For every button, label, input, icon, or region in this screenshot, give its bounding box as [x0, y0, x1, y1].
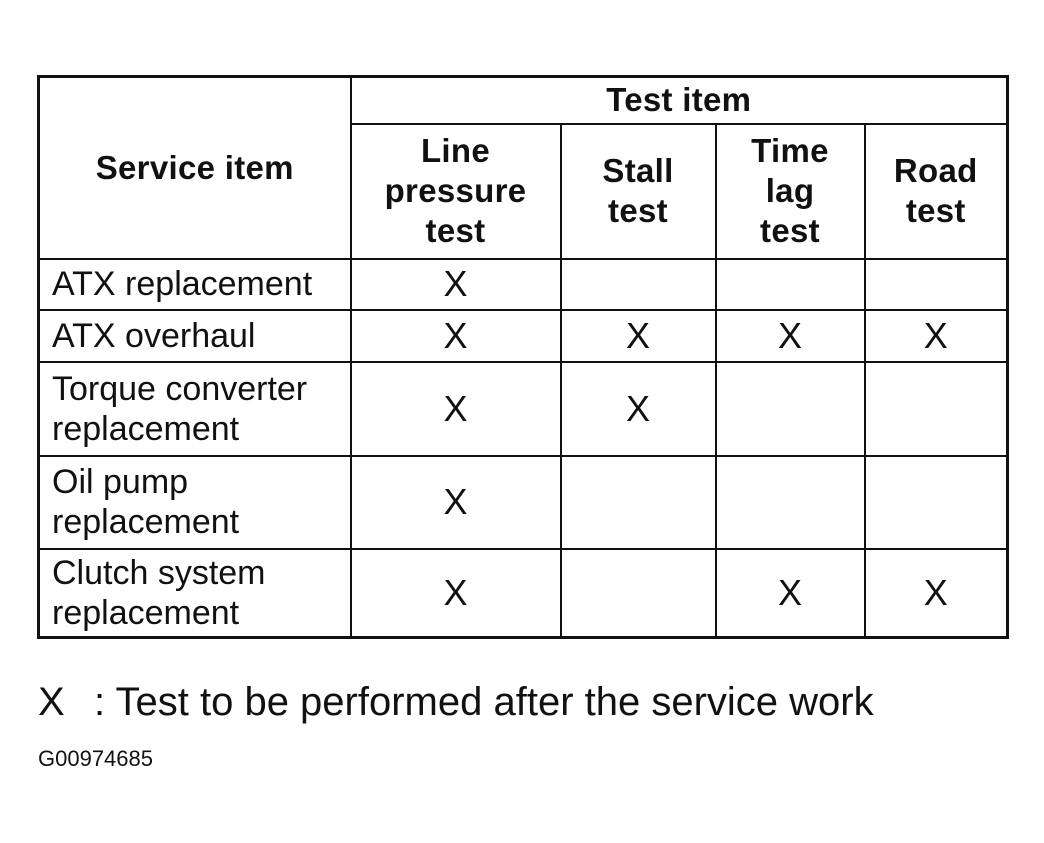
check-mark-cell: X [865, 310, 1008, 362]
check-mark-cell: X [716, 310, 865, 362]
legend-text: : Test to be performed after the service work [94, 680, 874, 724]
check-mark-cell [865, 362, 1008, 456]
test-item-header [351, 77, 1008, 124]
column-header-road-test: Road test [865, 124, 1008, 259]
check-mark-cell: X [351, 456, 561, 549]
check-mark-cell [865, 259, 1008, 310]
row-label: Torque converter replacement [39, 362, 351, 456]
row-label: ATX overhaul [39, 310, 351, 362]
legend-symbol: X [38, 680, 65, 724]
table-row [39, 549, 1008, 638]
table-row [39, 362, 1008, 456]
check-mark-cell [716, 259, 865, 310]
column-header-time-lag-test: Time lag test [716, 124, 865, 259]
row-label: Clutch system replacement [39, 549, 351, 638]
check-mark-cell: X [351, 362, 561, 456]
check-mark-cell [716, 456, 865, 549]
check-mark-cell [561, 456, 716, 549]
check-mark-cell: X [561, 362, 716, 456]
check-mark-cell: X [351, 549, 561, 638]
check-mark-cell [561, 549, 716, 638]
check-mark-cell [716, 362, 865, 456]
table-row [39, 259, 1008, 310]
service-item-header [39, 77, 351, 259]
column-header-stall-test: Stall test [561, 124, 716, 259]
row-label: ATX replacement [39, 259, 351, 310]
check-mark-cell: X [716, 549, 865, 638]
service-item-header-text: Service item [95, 148, 294, 186]
check-mark-cell: X [561, 310, 716, 362]
table-row [39, 456, 1008, 549]
check-mark-cell [561, 259, 716, 310]
check-mark-cell: X [865, 549, 1008, 638]
table-row [39, 310, 1008, 362]
check-mark-cell [865, 456, 1008, 549]
service-test-table [37, 75, 1009, 639]
row-label: Oil pump replacement [39, 456, 351, 549]
header-row-group [39, 77, 1008, 124]
check-mark-cell: X [351, 310, 561, 362]
check-mark-cell: X [351, 259, 561, 310]
figure-id: G00974685 [38, 746, 153, 771]
test-item-header-text: Test item [606, 81, 752, 119]
column-header-line-pressure-test: Line pressure test [351, 124, 561, 259]
legend [38, 678, 874, 726]
